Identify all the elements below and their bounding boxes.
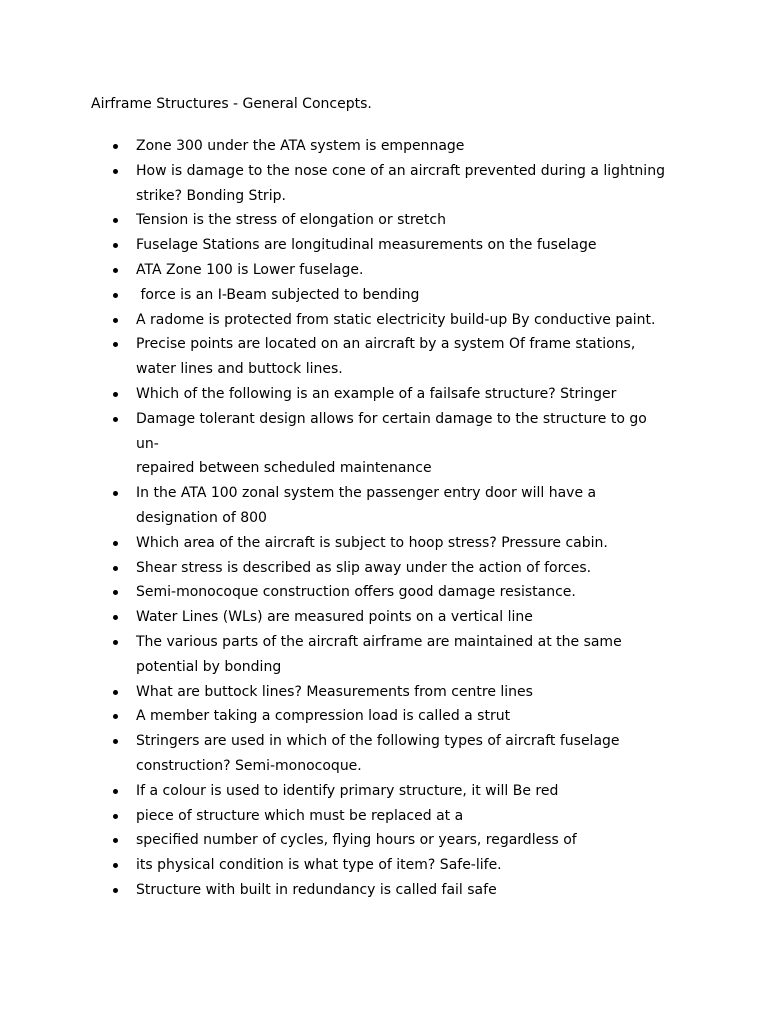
list-item xyxy=(110,407,670,481)
bullet-icon xyxy=(113,293,118,298)
list-item xyxy=(110,580,670,605)
bullet-icon xyxy=(113,541,118,546)
bullet-icon xyxy=(113,169,118,174)
list-item xyxy=(110,382,670,407)
list-item-text: Shear stress is described as slip away under the action of forces. xyxy=(136,559,592,576)
bullet-icon xyxy=(113,690,118,695)
list-item xyxy=(110,159,670,209)
list-item-text: How is damage to the nose cone of an aircraft prevented during a lightning xyxy=(136,162,665,179)
bullet-icon xyxy=(113,218,118,223)
document-title: Airframe Structures - General Concepts. xyxy=(91,96,372,112)
list-item-text: Water Lines (WLs) are measured points on a vertical line xyxy=(136,609,533,626)
bullet-icon xyxy=(113,739,118,744)
list-item xyxy=(110,630,670,680)
list-item xyxy=(110,308,670,333)
list-item xyxy=(110,332,670,382)
list-item xyxy=(110,556,670,581)
bullet-icon xyxy=(113,814,118,819)
bullet-icon xyxy=(113,863,118,868)
list-item-text: Precise points are located on an aircraft by a system Of frame stations, xyxy=(136,336,636,353)
list-item xyxy=(110,605,670,630)
bullet-icon xyxy=(113,392,118,397)
list-item-text: strike? Bonding Strip. xyxy=(136,187,286,204)
list-item-text: its physical condition is what type of item? Safe-life. xyxy=(136,857,502,874)
list-item xyxy=(110,481,670,531)
list-item xyxy=(110,779,670,804)
bullet-icon xyxy=(113,566,118,571)
bullet-icon xyxy=(113,789,118,794)
list-item-text: potential by bonding xyxy=(136,658,282,675)
list-item-text: Semi-monocoque construction offers good damage resistance. xyxy=(136,584,576,601)
list-item-text: Damage tolerant design allows for certain damage to the structure to go un- xyxy=(136,410,652,452)
list-item-text: What are buttock lines? Measurements from centre lines xyxy=(136,683,533,700)
list-item xyxy=(110,283,670,308)
list-item-text: The various parts of the aircraft airframe are maintained at the same xyxy=(136,633,622,650)
list-item-text: force is an I-Beam subjected to bending xyxy=(136,286,420,303)
bullet-icon xyxy=(113,888,118,893)
list-item-text: piece of structure which must be replaced at a xyxy=(136,807,464,824)
list-item-text: Which area of the aircraft is subject to hoop stress? Pressure cabin. xyxy=(136,534,608,551)
list-item-text: Tension is the stress of elongation or stretch xyxy=(136,212,446,229)
list-item-text: Stringers are used in which of the following types of aircraft fuselage xyxy=(136,733,620,750)
list-item-text: Fuselage Stations are longitudinal measurements on the fuselage xyxy=(136,237,597,254)
list-item-text: A radome is protected from static electricity build-up By conductive paint. xyxy=(136,311,656,328)
list-item-text: A member taking a compression load is called a strut xyxy=(136,708,511,725)
bullet-icon xyxy=(113,243,118,248)
list-item xyxy=(110,258,670,283)
bullet-icon xyxy=(113,590,118,595)
list-item xyxy=(110,531,670,556)
list-item xyxy=(110,208,670,233)
bullet-icon xyxy=(113,640,118,645)
bullet-icon xyxy=(113,838,118,843)
list-item-text: specified number of cycles, flying hours or years, regardless of xyxy=(136,832,577,849)
bullet-list xyxy=(110,134,670,903)
list-item-text: repaired between scheduled maintenance xyxy=(136,460,432,477)
bullet-icon xyxy=(113,615,118,620)
list-item xyxy=(110,680,670,705)
list-item-text: If a colour is used to identify primary structure, it will Be red xyxy=(136,782,559,799)
list-item xyxy=(110,704,670,729)
list-item-text: Which of the following is an example of a failsafe structure? Stringer xyxy=(136,385,617,402)
list-item-text: designation of 800 xyxy=(136,509,267,526)
list-item xyxy=(110,828,670,853)
list-item xyxy=(110,853,670,878)
list-item-text: Zone 300 under the ATA system is empennage xyxy=(136,138,465,154)
list-item xyxy=(110,804,670,829)
list-item-text: construction? Semi-monocoque. xyxy=(136,757,362,774)
list-item xyxy=(110,233,670,258)
list-item xyxy=(110,729,670,779)
list-item xyxy=(110,134,670,159)
list-item-text: ATA Zone 100 is Lower fuselage. xyxy=(136,261,364,278)
bullet-icon xyxy=(113,491,118,496)
list-item-text: Structure with built in redundancy is called fail safe xyxy=(136,881,497,898)
list-item xyxy=(110,878,670,903)
bullet-icon xyxy=(113,714,118,719)
bullet-icon xyxy=(113,342,118,347)
bullet-icon xyxy=(113,144,118,149)
list-item-text: In the ATA 100 zonal system the passenger entry door will have a xyxy=(136,485,597,502)
list-item-text: water lines and buttock lines. xyxy=(136,361,343,378)
bullet-icon xyxy=(113,268,118,273)
bullet-icon xyxy=(113,318,118,323)
bullet-icon xyxy=(113,417,118,422)
